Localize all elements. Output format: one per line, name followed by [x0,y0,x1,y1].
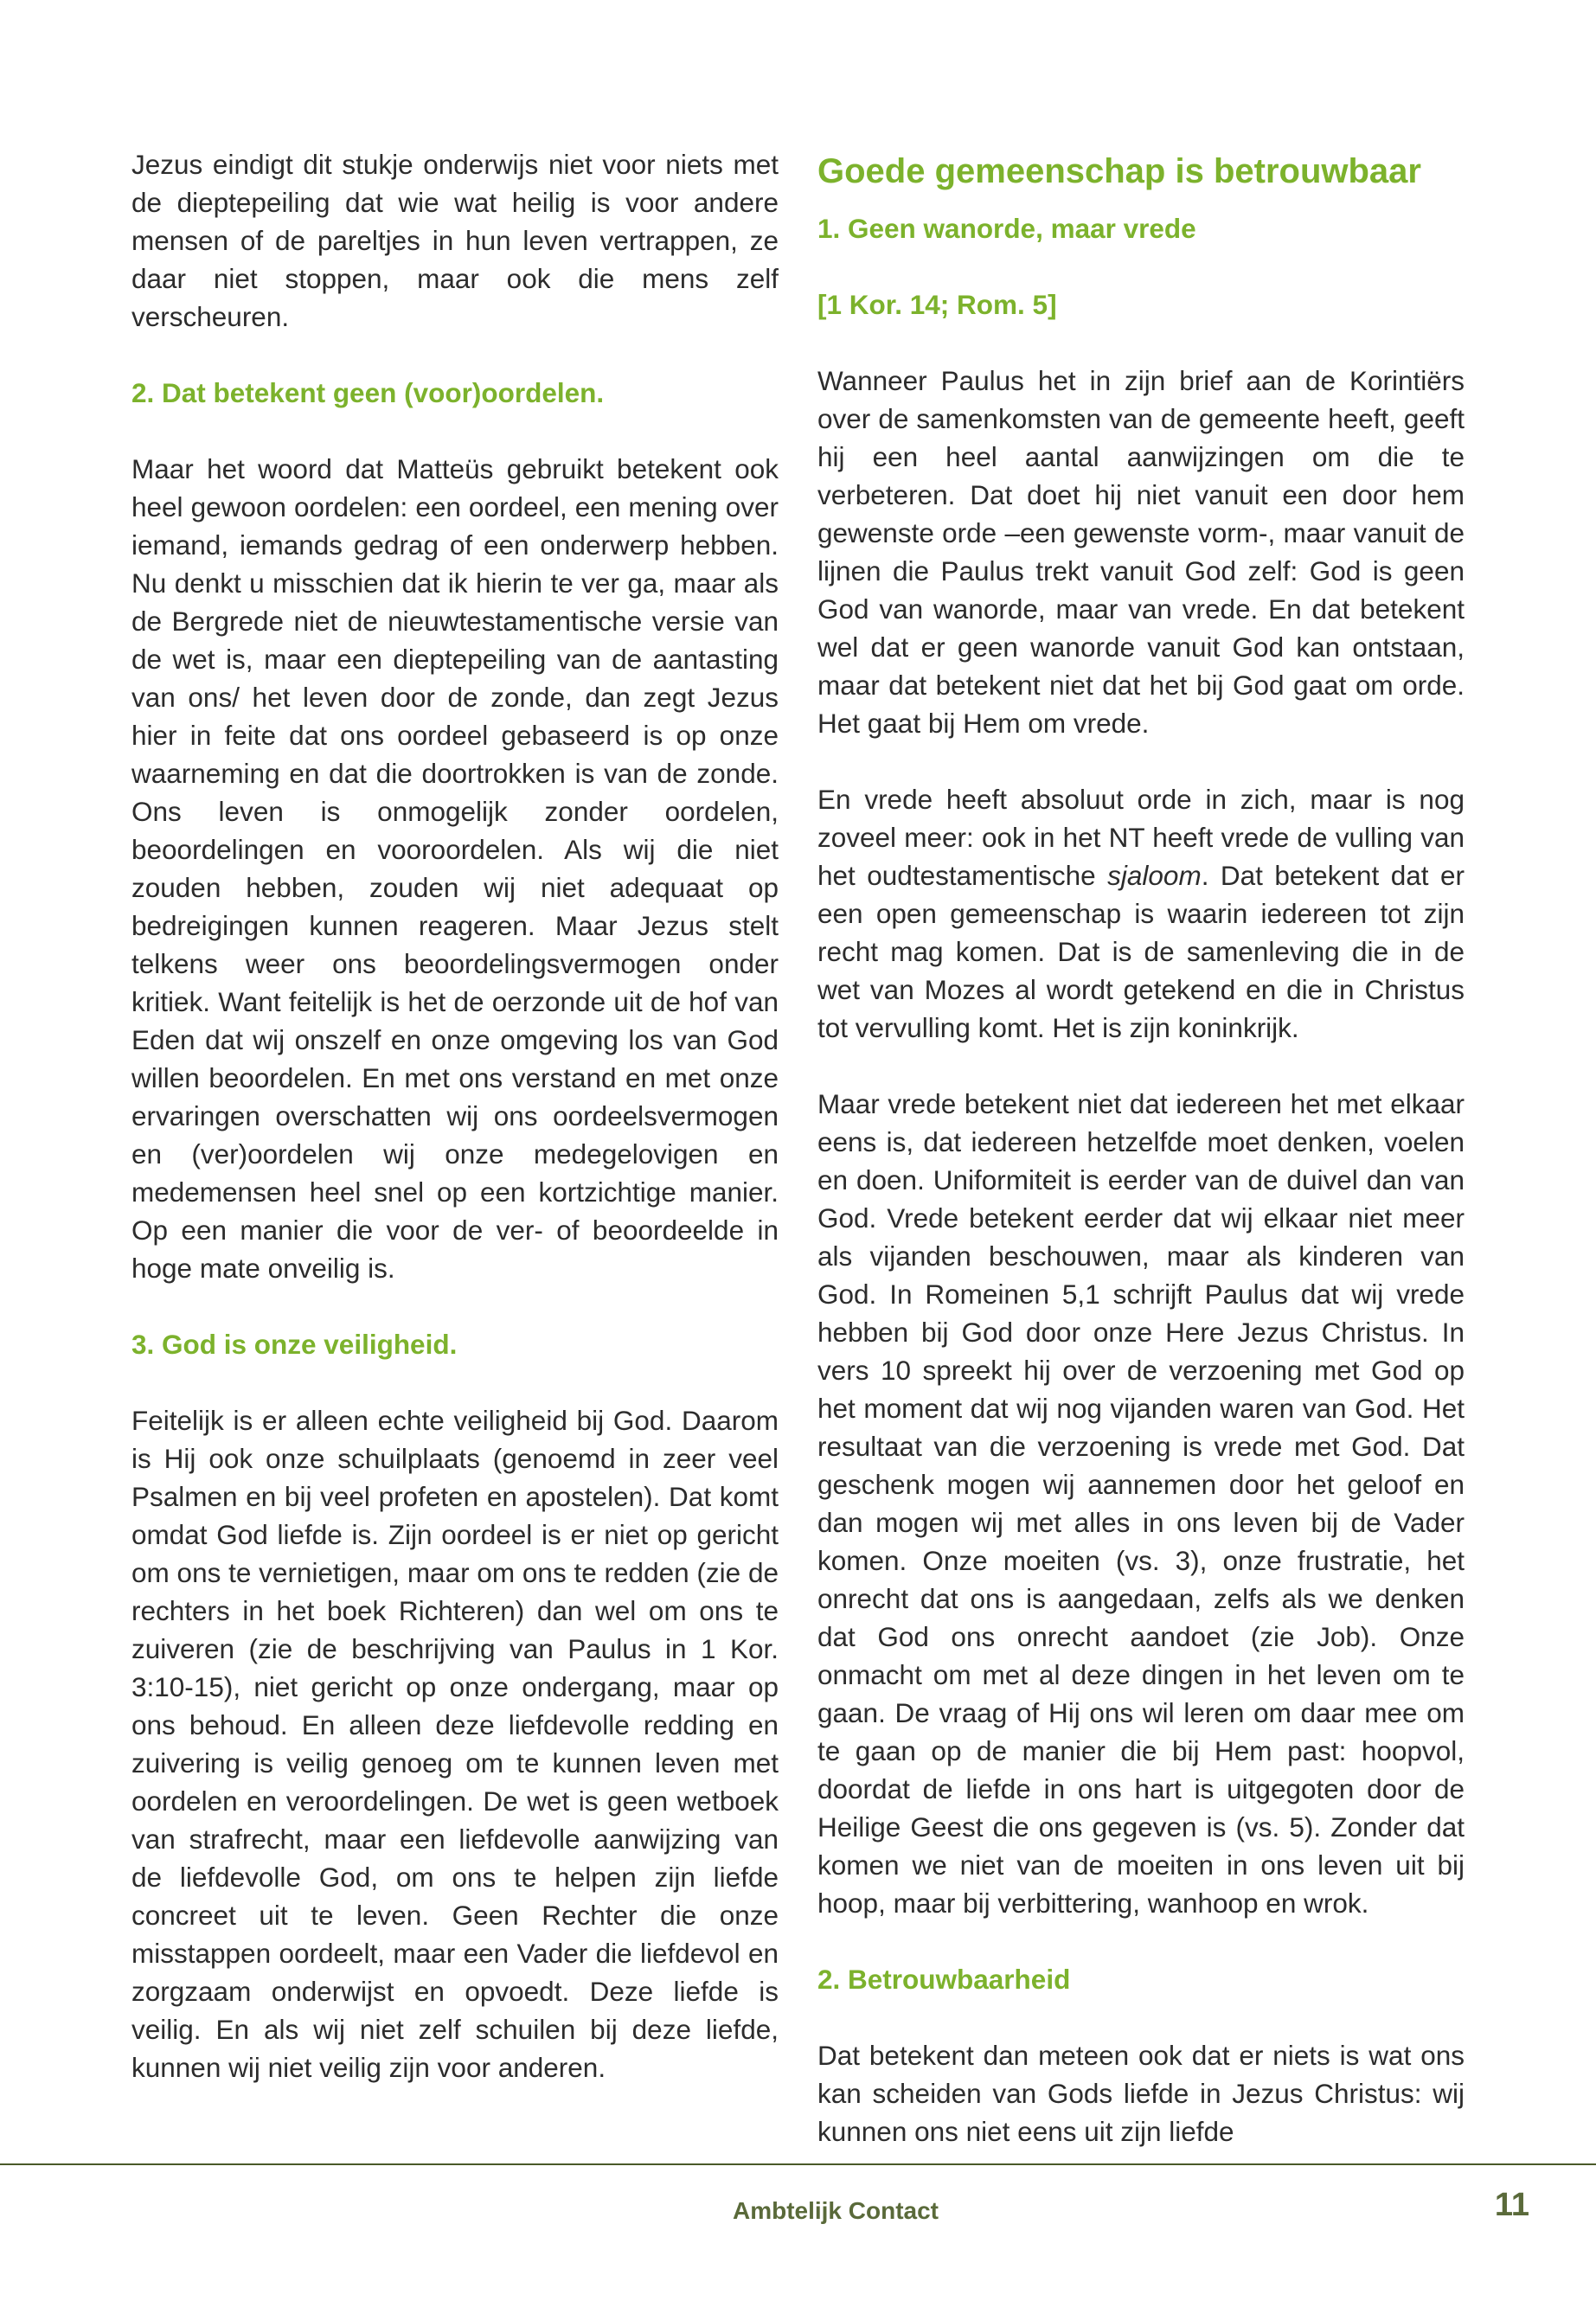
paragraph-sjaloom: En vrede heeft absoluut orde in zich, maar is nog zoveel meer: ook in het NT heeft vrede de vulling van het oudtestamentische sjaloom. Dat betekent dat er een open gemeenschap is waarin iedereen tot zijn recht mag komen. Dat is de samenleving die in de wet van Mozes al wordt getekend en die in Christus tot vervulling komt. Het is zijn koninkrijk. [817,784,1465,1043]
subheading-reference: [1 Kor. 14; Rom. 5] [817,289,1057,320]
footer-publication: Ambtelijk Contact [732,2197,939,2224]
subheading-wanorde: 1. Geen wanorde, maar vrede [817,213,1196,244]
paragraph-paulus: Wanneer Paulus het in zijn brief aan de Korintiërs over de samenkomsten van de gemeente heeft, geeft hij een heel aantal aanwijzingen om die te verbeteren. Dat doet hij niet vanuit een door hem gewenste orde –een gewenste vorm-, maar vanuit de lijnen die Paulus trekt vanuit God zelf: God is geen God van wanorde, maar van vrede. En dat betekent wel dat er geen wanorde vanuit God kan ontstaan, maar dat betekent niet dat het bij God gaat om orde. Het gaat bij Hem om vrede. [817,365,1465,739]
emphasis-sjaloom: sjaloom [1107,860,1202,891]
paragraph-betrouwbaarheid: Dat betekent dan meteen ook dat er niets is wat ons kan scheiden van Gods liefde in Jezus Christus: wij kunnen ons niet eens uit zijn liefde [817,2040,1465,2147]
page-number: 11 [1494,2187,1529,2223]
section-title: Goede gemeenschap is betrouwbaar [817,152,1421,190]
footer-divider [0,2163,1596,2165]
paragraph-intro: Jezus eindigt dit stukje onderwijs niet voor niets met de dieptepeiling dat wie wat heilig is voor andere mensen of de pareltjes in hun leven vertrappen, ze daar niet stoppen, maar ook die mens zelf verscheuren. [131,149,779,332]
left-column [131,145,779,2086]
subheading-geen-vooroordelen: 2. Dat betekent geen (voor)oordelen. [131,377,605,408]
paragraph-vrede: Maar vrede betekent niet dat iedereen het met elkaar eens is, dat iedereen hetzelfde moet denken, voelen en doen. Uniformiteit is eerder van de duivel dan van God. Vrede betekent eerder dat wij elkaar niet meer als vijanden beschouwen, maar als kinderen van God. In Romeinen 5,1 schrijft Paulus dat wij vrede hebben bij God door onze Here Jezus Christus. In vers 10 spreekt hij over de verzoening met God op het moment dat wij nog vijanden waren van God. Het resultaat van die verzoening is vrede met God. Dat geschenk mogen wij aannemen door het geloof en dan mogen wij met alles in ons leven bij de Vader komen. Onze moeiten (vs. 3), onze frustratie, het onrecht dat ons is aangedaan, zelfs als we denken dat God ons onrecht aandoet (zie Job). Onze onmacht om met al deze dingen in het leven om te gaan. De vraag of Hij ons wil leren om daar mee om te gaan op de manier die bij Hem past: hoopvol, doordat de liefde in ons hart is uitgegoten door de Heilige Geest die ons gegeven is (vs. 5). Zonder dat komen we niet van de moeiten in ons leven uit bij hoop, maar bij verbittering, wanhoop en wrok. [817,1088,1465,1919]
subheading-betrouwbaarheid: 2. Betrouwbaarheid [817,1964,1071,1995]
paragraph-veiligheid: Feitelijk is er alleen echte veiligheid bij God. Daarom is Hij ook onze schuilplaats (genoemd in zeer veel Psalmen en bij veel profeten en apostelen). Dat komt omdat God liefde is. Zijn oordeel is er niet op gericht om ons te vernietigen, maar om ons te redden (zie de rechters in het boek Richteren) dan wel om ons te zuiveren (zie de beschrijving van Paulus in 1 Kor. 3:10-15), niet gericht op onze ondergang, maar op ons behoud. En alleen deze liefdevolle redding en zuivering is veilig genoeg om te kunnen leven met oordelen en veroordelingen. De wet is geen wetboek van strafrecht, maar een liefdevolle aanwijzing van de liefdevolle God, om ons te helpen zijn liefde concreet uit te leven. Geen Rechter die onze misstappen oordeelt, maar een Vader die liefdevol en zorgzaam onderwijst en opvoedt. Deze liefde is veilig. En als wij niet zelf schuilen bij deze liefde, kunnen wij niet veilig zijn voor anderen. [131,1405,779,2083]
right-column [817,145,1465,2150]
paragraph-oordelen: Maar het woord dat Matteüs gebruikt betekent ook heel gewoon oordelen: een oordeel, een mening over iemand, iemands gedrag of een onderwerp hebben. Nu denkt u misschien dat ik hierin te ver ga, maar als de Bergrede niet de nieuwtestamentische versie van de wet is, maar een dieptepeiling van de aantasting van ons/ het leven door de zonde, dan zegt Jezus hier in feite dat ons oordeel gebaseerd is op onze waarneming en dat die doortrokken is van de zonde. Ons leven is onmogelijk zonder oordelen, beoordelingen en vooroordelen. Als wij die niet zouden hebben, zouden wij niet adequaat op bedreigingen kunnen reageren. Maar Jezus stelt telkens weer ons beoordelingsvermogen onder kritiek. Want feitelijk is het de oerzonde uit de hof van Eden dat wij onszelf en onze omgeving los van God willen beoordelen. En met ons verstand en met onze ervaringen overschatten wij ons oordeelsvermogen en (ver)oordelen wij onze medegelovigen en medemensen heel snel op een kortzichtige manier. Op een manier die voor de ver- of beoordeelde in hoge mate onveilig is. [131,453,779,1284]
subheading-veiligheid: 3. God is onze veiligheid. [131,1329,458,1360]
